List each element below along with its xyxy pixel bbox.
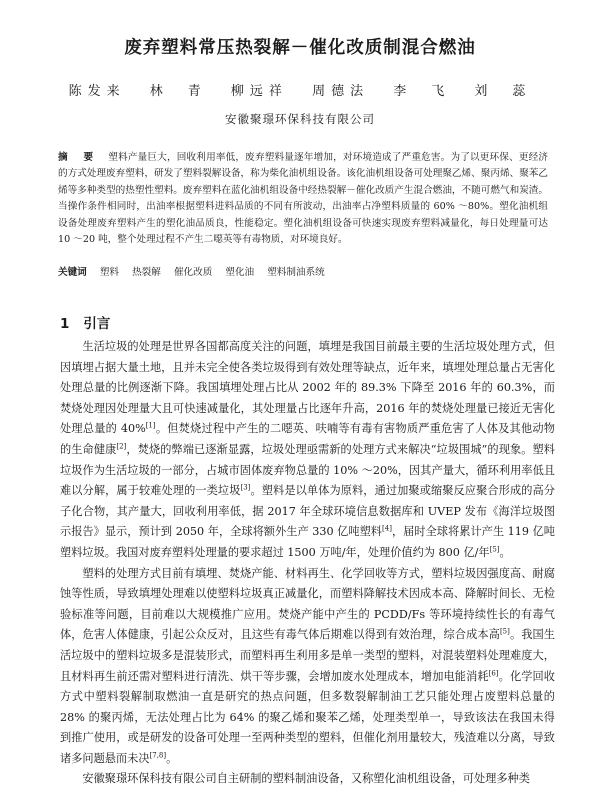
author-name: 刘 蕊 (474, 84, 532, 99)
body-text (60, 337, 555, 790)
abstract-label: 摘 要 (58, 152, 97, 163)
citation: [5] (499, 627, 510, 636)
author-list (0, 80, 600, 99)
citation: [7,8] (149, 751, 167, 760)
paragraph: 生活垃圾的处理是世界各国都高度关注的问题，填埋是我国目前最主要的生活垃圾处理方式，但因填埋占据大量土地，且并未完全使各类垃圾得到有效处理等缺点，近年来，填埋处理总量占无害化处理总量的比例逐渐下降。我国填埋处理占比从 2002 年的 89.3% 下降至 2016 年的 60.3%，而焚烧处理因处理量大且可快速减量化，其处理量占比逐年升高，2016 年的焚烧处理量已接近无害化处理总量的 40%[1]。但焚烧过程中产生的二噁英、呋喃等有毒有害物质严重危害了人体及其他动物的生命健康[2]，焚烧的弊端已逐渐显露，垃圾处理亟需新的处理方式来解决“垃圾围城”的现象。塑料垃圾作为生活垃圾的一部分，占城市固体废弃物总量的 10% ～20%，因其产量大，循环利用率低且难以分解，属于较难处理的一类垃圾[3]。塑料是以单体为原料，通过加聚或缩聚反应聚合形成的高分子化合物，其产量大，回收利用率低，据 2017 年全球环境信息数据库和 UVEP 发布《海洋垃圾图示报告》显示，预计到 2050 年，全球将额外生产 330 亿吨塑料[4]，届时全球将累计产生 119 亿吨塑料垃圾。我国对废弃塑料处理量的要求超过 1500 万吨/年，处理价值约为 800 亿/年[5]。 (60, 340, 555, 559)
citation: [3] (240, 483, 251, 492)
citation: [6] (488, 668, 499, 677)
section-number: 1 (60, 316, 70, 332)
keywords (58, 264, 548, 278)
paragraph: 塑料的处理方式目前有填埋、焚烧产能、材料再生、化学回收等方式，塑料垃圾因强度高、耐腐蚀等性质，导致填埋处理难以使塑料垃圾真正减量化，而塑料降解技术因成本高、降解时间长、无检验标准等问题，目前难以大规模推广应用。焚烧产能中产生的 PCDD/Fs 等环境持续性长的有毒气体，危害人体健康，引起公众反对，且这些有毒气体后期难以得到有效治理，综合成本高[5]。我国生活垃圾中的塑料垃圾多是混装形式，而塑料再生利用多是单一类型的塑料，对混装塑料处理难度大，且材料再生前还需对塑料进行清洗、烘干等步骤，会增加废水处理成本，增加电能消耗[6]。化学回收方式中塑料裂解制取燃油一直是研究的热点问题，但多数裂解制油工艺只能处理占废塑料总量的 28% 的聚丙烯，无法处理占比为 64% 的聚乙烯和聚苯乙烯，处理类型单一，导致该法在我国未得到推广使用，或是研发的设备可处理一至两种类型的塑料，但催化剂用量较大，残渣难以分离，导致诸多问题悬而未决[7,8]。 (60, 566, 555, 765)
keyword: 催化改质 (173, 267, 213, 278)
section-heading (60, 312, 110, 332)
affiliation: 安徽聚璟环保科技有限公司 (225, 112, 375, 126)
keywords-label: 关键词 (58, 267, 87, 278)
keyword: 塑料制油系统 (267, 267, 325, 278)
abstract-text: 塑料产量巨大，回收利用率低，废弃塑料量逐年增加，对环境造成了严重危害。为了以更环保、更经济的方式处理废弃塑料，研发了塑料裂解设备，称为柴化油机组设备。该化油机组设备可处理聚乙烯、聚丙烯、聚苯乙烯等多种类型的热塑性塑料。废弃塑料在蓝化油机组设备中经热裂解－催化改质产生混合燃油，不随可燃气和炭渣。当操作条件相同时，出油率根据塑料进料品质的不同有所波动，出油率占净塑料质量的 60% ～80%。塑化油机组设备处理废弃塑料产生的塑化油品质良，性能稳定。塑化油机组设备可快速实现废弃塑料减量化，每日处理量可达 10 ～20 吨，整个处理过程不产生二噁英等有毒物质，对环境良好。 (58, 152, 549, 246)
author-name: 陈发来 (68, 84, 126, 99)
author-name: 李 飞 (393, 84, 451, 99)
keyword: 热裂解 (132, 267, 161, 278)
section-title: 引言 (83, 316, 111, 332)
abstract (58, 150, 548, 248)
paragraph: 安徽聚璟环保科技有限公司自主研制的塑料制油设备，又称塑化油机组设备，可处理多种类 (82, 772, 530, 786)
citation: [5] (489, 545, 500, 554)
citation: [1] (145, 421, 156, 430)
keyword: 塑料 (99, 267, 120, 278)
author-name: 周德法 (312, 84, 370, 99)
citation: [4] (382, 524, 392, 533)
paper-title: 废弃塑料常压热裂解－催化改质制混合燃油 (124, 38, 476, 58)
author-name: 柳远祥 (230, 84, 288, 99)
keyword: 塑化油 (225, 267, 255, 278)
author-name: 林 青 (149, 84, 207, 99)
citation: [2] (116, 442, 127, 451)
